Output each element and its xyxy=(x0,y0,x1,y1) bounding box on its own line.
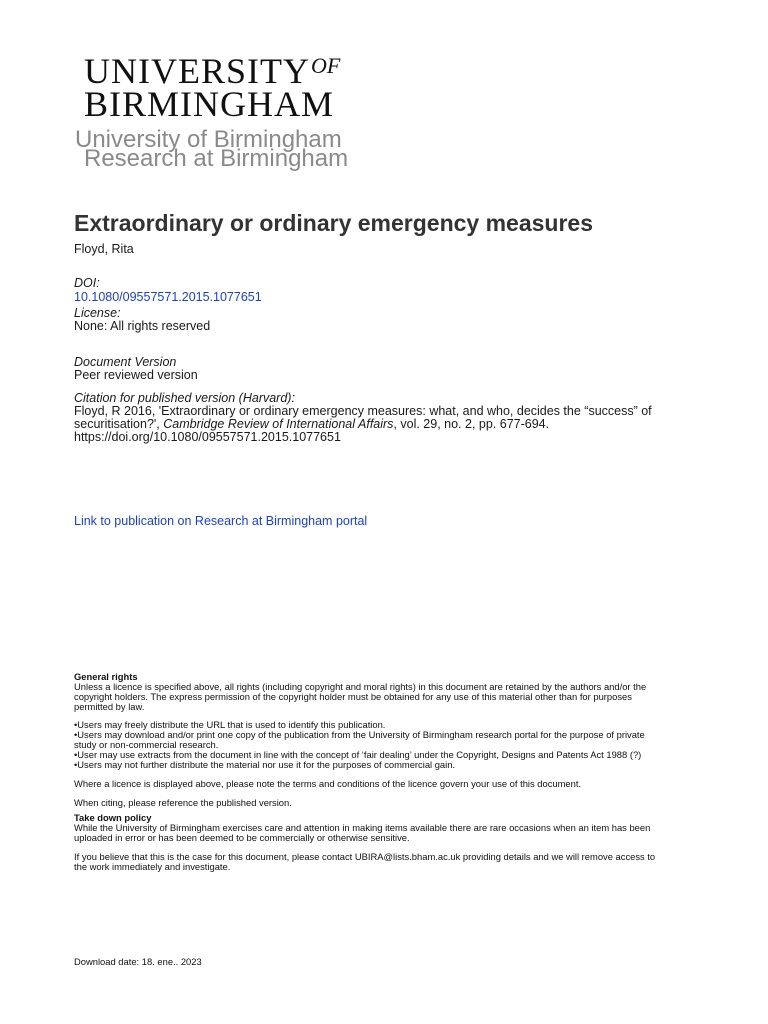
general-rights-line-3: permitted by law. xyxy=(74,701,145,712)
rights-bullet-1: •Users may freely distribute the URL that is used to identify this publication. xyxy=(74,719,386,730)
general-rights-heading-text: General rights xyxy=(74,671,138,682)
takedown-heading-text: Take down policy xyxy=(74,812,152,823)
repository-name-line2: Research at Birmingham xyxy=(84,145,349,172)
license-value: None: All rights reserved xyxy=(74,319,211,333)
repository-name-line1: University of Birmingham xyxy=(75,126,342,153)
rights-bullet-3: •User may use extracts from the document in line with the concept of ‘fair dealing’ under the Copyright, Designs and Patents Act 1988 (?) xyxy=(74,749,642,760)
document-version-value: Peer reviewed version xyxy=(74,368,198,382)
general-rights-line-1: Unless a licence is specified above, all rights (including copyright and moral rights) in this document are retained by the authors and/or the xyxy=(74,681,647,692)
citation-doi-url: https://doi.org/10.1080/09557571.2015.1077651 xyxy=(74,430,341,444)
doi-label: DOI: xyxy=(74,276,100,290)
citation-journal: Cambridge Review of International Affairs xyxy=(163,417,394,431)
logo-university-text: UNIVERSITY xyxy=(84,51,310,91)
document-version-label: Document Version xyxy=(74,355,177,369)
takedown-line-2: uploaded in error or has been deemed to be commercially or otherwise sensitive. xyxy=(74,832,410,843)
takedown-line-1: While the University of Birmingham exercises care and attention in making items available there are rare occasions when an item has been xyxy=(74,822,651,833)
rights-bullet-2-cont: study or non-commercial research. xyxy=(74,739,219,750)
takedown-contact-line-1: If you believe that this is the case for this document, please contact UBIRA@lists.bham.ac.uk providing details and we will remove access to xyxy=(74,851,656,862)
citation-line2-prefix: securitisation?', xyxy=(74,417,164,431)
licence-note: Where a licence is displayed above, please note the terms and conditions of the licence govern your use of this document. xyxy=(74,778,582,789)
citation-line2-suffix: , vol. 29, no. 2, pp. 677-694. xyxy=(393,417,550,431)
doi-link[interactable]: 10.1080/09557571.2015.1077651 xyxy=(74,290,262,304)
citation-line1: Floyd, R 2016, 'Extraordinary or ordinary emergency measures: what, and who, decides the “success” of xyxy=(74,404,652,418)
license-label: License: xyxy=(74,306,121,320)
rights-bullet-4: •Users may not further distribute the material nor use it for the purposes of commercial gain. xyxy=(74,759,456,770)
citation-label: Citation for published version (Harvard): xyxy=(74,391,295,405)
logo-of-text: OF xyxy=(310,53,341,78)
citation-line2 xyxy=(74,417,549,431)
download-date: Download date: 18. ene.. 2023 xyxy=(74,956,202,967)
portal-link[interactable]: Link to publication on Research at Birmingham portal xyxy=(74,514,368,528)
rights-bullet-2: •Users may download and/or print one copy of the publication from the University of Birmingham research portal for the purpose of private xyxy=(74,729,645,740)
document-title: Extraordinary or ordinary emergency measures xyxy=(74,210,594,236)
general-rights-line-2: copyright holders. The express permission of the copyright holder must be obtained for any use of this material other than for purposes xyxy=(74,691,632,702)
university-logo-line2: BIRMINGHAM xyxy=(84,84,335,124)
citing-note: When citing, please reference the published version. xyxy=(74,797,292,808)
author: Floyd, Rita xyxy=(74,242,134,256)
takedown-contact-line-2: the work immediately and investigate. xyxy=(74,861,231,872)
